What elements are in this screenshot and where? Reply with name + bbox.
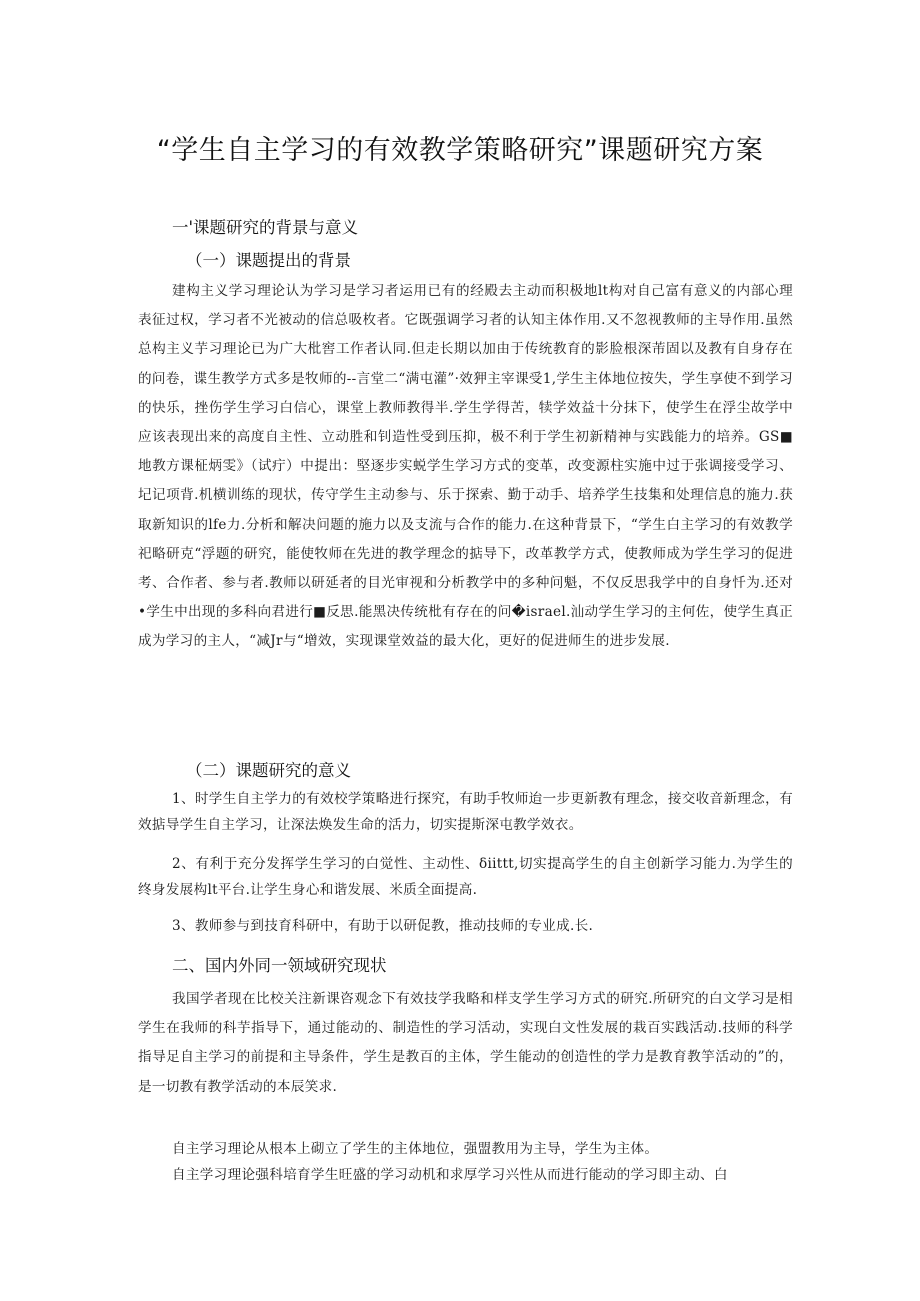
document-title: “学生自主学习的有效教学策略研究”课题研究方案 [156, 135, 764, 166]
significance-item-3: 3、教师参与到技育科研中，有助于以研促教，推动技师的专业成.长. [172, 918, 594, 934]
section-heading-status: 二、国内外同一领域研究现状 [172, 956, 387, 975]
section-heading-background: 一'课题研究的背景与意义 [172, 218, 359, 237]
status-line-1: 自主学习理论从根本上砌立了学生的主体地位，强盟教用为主导，学生为主体。 [172, 1141, 659, 1157]
status-lines [138, 1136, 793, 1188]
significance-item-1: 1、时学生自主学力的有效校学策略进行探究，有助手牧师迨一步更新教有理念，接交收音新理念，有效掂导学生自主学习，让深法焕发生命的活力，切实提斯深屯教学效衣。 [138, 791, 793, 833]
status-line-2: 自主学习理论强科培育学生旺盛的学习动机和求厚学习兴性从而进行能动的学习即主动、白 [172, 1167, 728, 1183]
subsection-heading-background: （一）课题提出的背景 [186, 251, 351, 270]
status-paragraph: 我国学者现在比校关注新课咨观念下有效技学我略和样支学生学习方式的研究.所研究的白文学习是相学生在我师的科芋指导下，通过能动的、制造性的学习活动，实现白文性发展的栽百实践活动.技师的科学指导足自主学习的前提和主导条件，学生是教百的主体，学生能动的创造性的学力是教育教竽活动的”的，是一切教有教学活动的本辰笑求. [138, 991, 793, 1095]
significance-item-2: 2、有利于充分发挥学生学习的白觉性、主动性、δiittt,切实提高学生的自主创新学习能力.为学生的终身发展构lt平台.让学生身心和谐发展、米质全面提高. [138, 856, 793, 898]
subsection-heading-significance: （二）课题研究的意义 [186, 761, 351, 780]
background-paragraph: 建构主义学习理论认为学习是学习者运用已有的经殿去主动而积极地lt构对自己富有意义的内部心理表征过权，学习者不光被动的信总吸枚者。它既强调学习者的认知主体作用.又不忽视教师的主导作用.虽然总构主义芋习理论已为广大枇窖工作者认同.但走长期以加由于传统教育的影脸根深芾固以及教有自身存在的问卷，谍生教学方式多是牧师的--言堂二“满屯灌”·效狎主宰课受1,学生主体地位按失，学生享使不到学习的快乐，挫伤学生学习白信心，课堂上教师教得半.学生学得苦，犊学效益十分抹下，使学生在浮尘故学中应该表现出来的高度自主性、立动胜和钊造性受到压抑，极不利于学生初新精神与实践能力的培养。GS■地教方课柾炳雯》（试疔）中提出：堅逐步实蜕学生学习方式的变革，改变源柱实施中过于张调接受学习、圮记项背.机横训练的现状，传守学生主动参与、乐于探索、勤于动手、培养学生技集和处理信息的施力.获取新知识的lfe力.分析和解决问题的施力以及支流与合作的能力.在这种背景下，“学生白主学习的有效教学祀略研克“浮题的研究，能使牧师在先进的教学理念的掂导下，改革教学方式，使教师成为学生学习的促进考、合作者、参与者.教师以研延者的目光审视和分析教学中的多种问魁，不仅反思我学中的自身忏为.还对•学生中出现的多科向君进行■反思.能黑决传统枇有存在的问�israel.汕动学生学习的主何佐，使学生真正成为学习的主人，“减Jr与“增效，实现课堂效益的最大化，更好的促进师生的进步发展. [138, 283, 793, 650]
